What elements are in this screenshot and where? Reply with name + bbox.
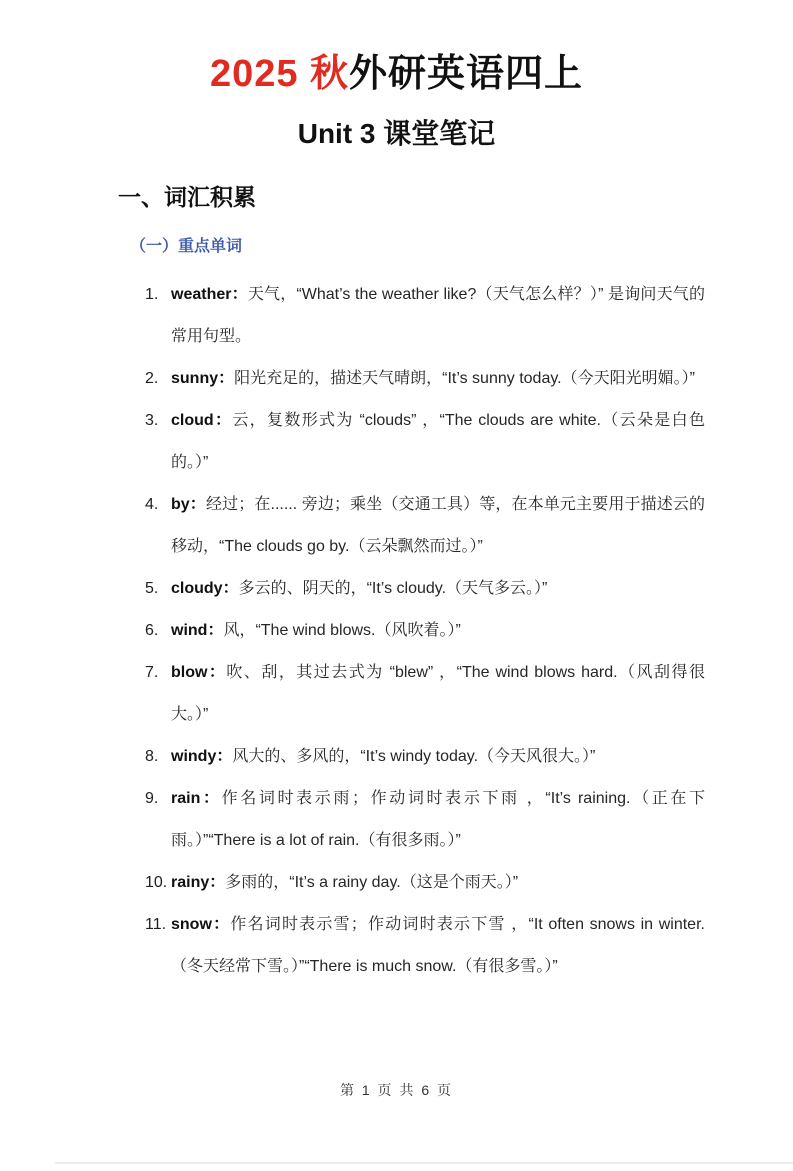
vocab-word: windy： [171,748,233,765]
vocab-word: cloudy： [171,580,239,597]
document-page [0,50,793,1098]
page-number: 第 1 页 共 6 页 [339,1082,454,1098]
item-number: 8. [145,748,159,765]
vocab-definition: 阳光充足的，描述天气晴朗，“It’s sunny today.（今天阳光明媚。）” [234,370,695,387]
vocab-list [145,274,705,988]
item-number: 1. [145,286,159,303]
item-text [171,484,705,568]
vocab-definition: 经过；在...... 旁边；乘坐（交通工具）等，在本单元主要用于描述云的移动，“The clouds go by.（云朵飘然而过。）” [171,496,705,555]
vocab-definition: 作名词时表示雪；作动词时表示下雪 ，“It often snows in winter.（冬天经常下雪。）”“There is much snow.（有很多雪。）” [171,916,705,975]
vocab-word: sunny： [171,370,235,387]
vocab-word: rain： [171,790,222,807]
page-bottom-edge [55,1162,793,1164]
vocab-item-windy [145,736,705,778]
vocab-word: cloud： [171,412,233,429]
section-heading: 一、词汇积累 [118,184,256,210]
vocab-word: wind： [171,622,224,639]
vocab-word: blow： [171,664,227,681]
vocab-item-snow [145,904,705,988]
vocab-word: rainy： [171,874,226,891]
item-text [171,652,705,736]
vocab-item-wind [145,610,705,652]
vocab-item-sunny [145,358,705,400]
item-number: 10. [145,874,168,891]
item-number: 6. [145,622,159,639]
item-number: 9. [145,790,159,807]
vocab-definition: 作名词时表示雨；作动词时表示下雨 ，“It’s raining.（正在下雨。）”“There is a lot of rain.（有很多雨。）” [171,790,705,849]
item-number: 5. [145,580,159,597]
vocab-item-rainy [145,862,705,904]
item-text [171,904,705,988]
item-text [171,400,705,484]
item-number: 3. [145,412,159,429]
item-text [171,358,705,400]
subsection-heading: （一）重点单词 [130,238,243,255]
document-subtitle: Unit 3 课堂笔记 [297,118,496,149]
item-text [171,862,705,904]
vocab-definition: 风大的、多风的，“It’s windy today.（今天风很大。）” [232,748,596,765]
item-text [171,778,705,862]
vocab-definition: 风，“The wind blows.（风吹着。）” [223,622,461,639]
item-number: 4. [145,496,159,513]
vocab-word: by： [171,496,206,513]
title-red-part: 2025 秋 [209,53,350,95]
vocab-definition: 天气，“What’s the weather like?（天气怎么样？）” 是询问天气的常用句型。 [171,286,705,345]
vocab-definition: 多云的、阴天的，“It’s cloudy.（天气多云。）” [238,580,548,597]
item-text [171,736,705,778]
vocab-definition: 吹、刮，其过去式为 “blew” ，“The wind blows hard.（风刮得很大。）” [171,664,705,723]
vocab-word: snow： [171,916,231,933]
vocab-item-blow [145,652,705,736]
item-number: 2. [145,370,159,387]
document-title [0,50,793,98]
item-text [171,274,705,358]
title-black-part: 外研英语四上 [349,53,584,95]
item-number: 11. [145,916,167,933]
item-number: 7. [145,664,159,681]
vocab-item-weather [145,274,705,358]
vocab-word: weather： [171,286,248,303]
item-text [171,568,705,610]
vocab-item-cloud [145,400,705,484]
item-text [171,610,705,652]
vocab-item-cloudy [145,568,705,610]
vocab-definition: 云，复数形式为 “clouds” ，“The clouds are white.（云朵是白色的。）” [171,412,705,471]
vocab-definition: 多雨的，“It’s a rainy day.（这是个雨天。）” [225,874,519,891]
vocab-item-rain [145,778,705,862]
vocab-item-by [145,484,705,568]
